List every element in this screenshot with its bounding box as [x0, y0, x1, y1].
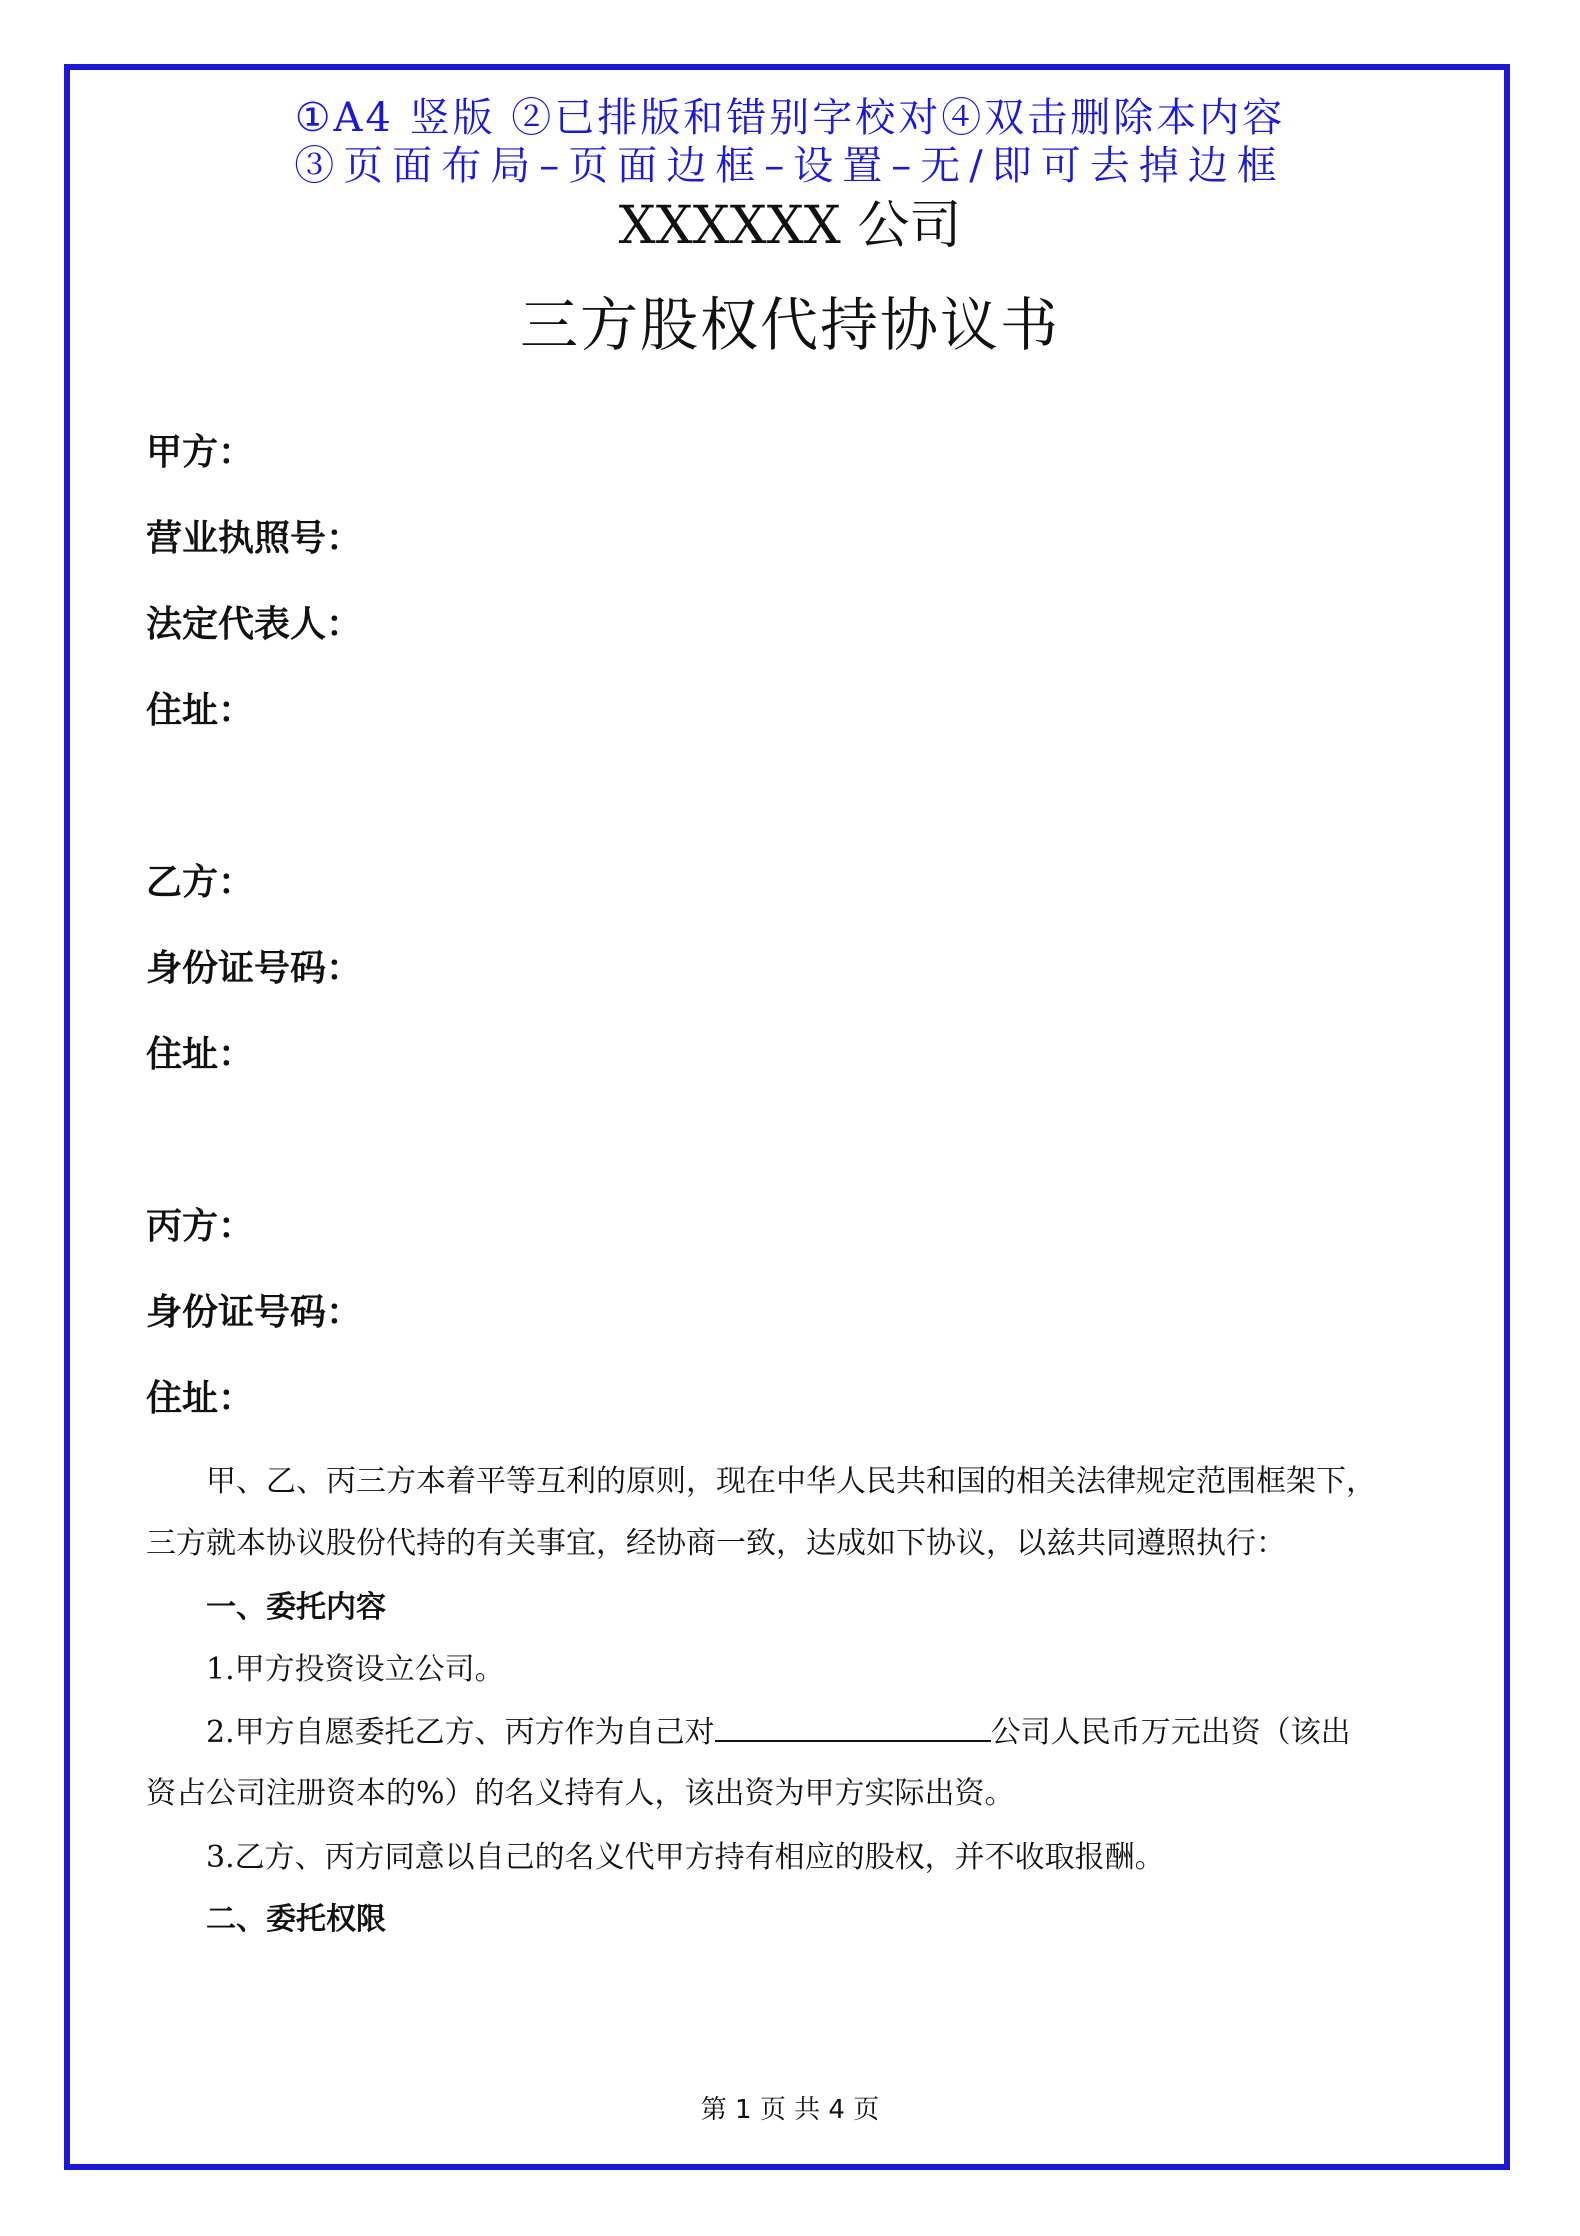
clause-1-1: 1.甲方投资设立公司。	[206, 1652, 505, 1687]
clause-1-3: 3.乙方、丙方同意以自己的名义代甲方持有相应的股权，并不收取报酬。	[206, 1840, 1165, 1875]
intro-paragraph-line-1: 甲、乙、丙三方本着平等互利的原则，现在中华人民共和国的相关法律规定范围框架下，	[206, 1464, 1376, 1499]
party-a-address-label: 住址：	[146, 689, 255, 731]
company-name: XXXXXX 公司	[618, 196, 962, 256]
party-c-label: 丙方：	[146, 1205, 255, 1247]
clause-1-2-continued: 资占公司注册资本的%）的名义持有人，该出资为甲方实际出资。	[146, 1776, 1015, 1811]
document-title: 三方股权代持协议书	[519, 291, 1060, 359]
clause-1-2	[206, 1712, 1446, 1753]
clause-1-2-text-before: 2.甲方自愿委托乙方、丙方作为自己对	[206, 1715, 715, 1750]
party-b-address-label: 住址：	[146, 1033, 255, 1075]
party-a-label: 甲方：	[146, 431, 255, 473]
party-c-address-label: 住址：	[146, 1377, 255, 1419]
intro-paragraph-line-2: 三方就本协议股份代持的有关事宜，经协商一致，达成如下协议，以兹共同遵照执行：	[146, 1526, 1286, 1561]
notice-line-1: ①A4 竖版 ②已排版和错别字校对④双击删除本内容	[294, 95, 1286, 141]
page-number-footer: 第 1 页 共 4 页	[700, 2095, 880, 2125]
notice-line-2: ③页面布局–页面边框–设置–无/即可去掉边框	[294, 143, 1286, 189]
party-b-id-label: 身份证号码：	[146, 947, 363, 989]
party-a-representative-label: 法定代表人：	[146, 603, 363, 645]
clause-1-2-text-after: 公司人民币万元出资（该出	[990, 1715, 1351, 1750]
party-b-label: 乙方：	[146, 861, 255, 903]
company-name-blank[interactable]	[715, 1712, 991, 1742]
party-a-license-label: 营业执照号：	[146, 517, 363, 559]
section-2-title: 二、委托权限	[206, 1902, 386, 1937]
section-1-title: 一、委托内容	[206, 1590, 386, 1625]
party-c-id-label: 身份证号码：	[146, 1291, 363, 1333]
